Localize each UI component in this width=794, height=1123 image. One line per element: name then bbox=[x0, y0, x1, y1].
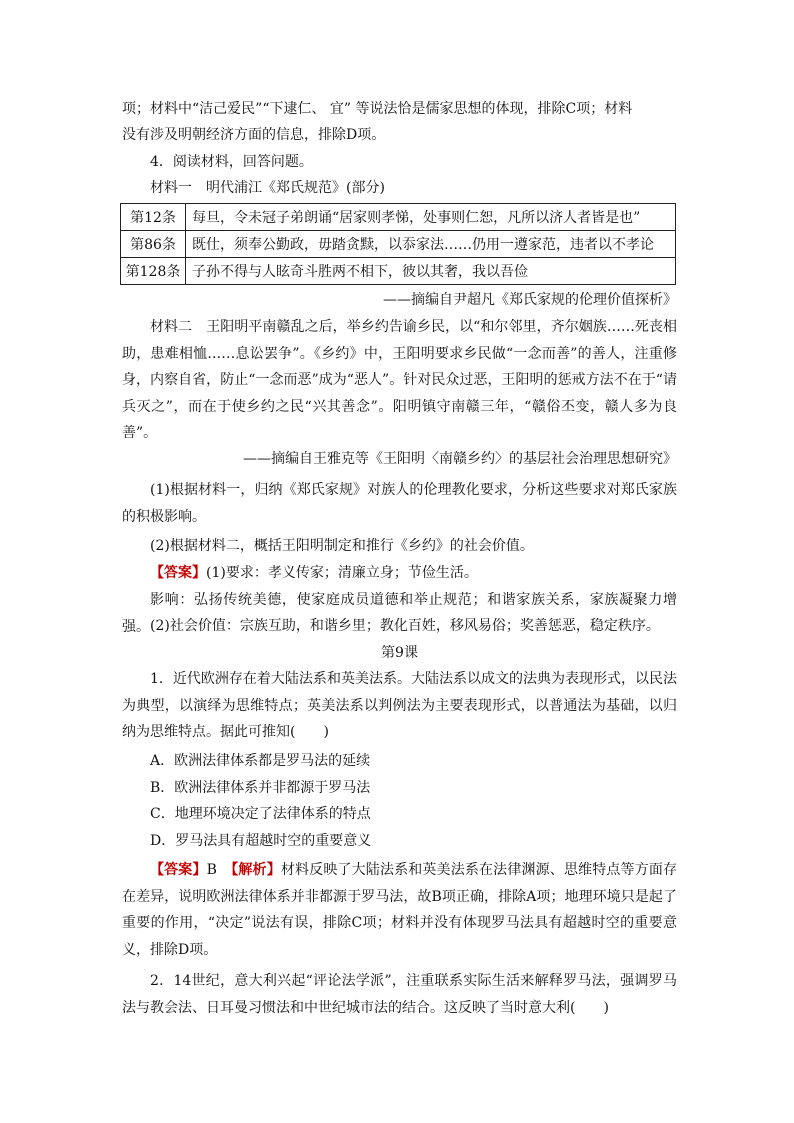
rule-text: 子孙不得与人眩奇斗胜两不相下，彼以其奢，我以吾俭 bbox=[186, 258, 676, 285]
rules-table bbox=[120, 203, 676, 285]
answer-1 bbox=[122, 857, 677, 963]
answer-tag: 【答案】 bbox=[150, 862, 207, 878]
material-1-source: ——摘编自尹超凡《郑氏家规的伦理价值探析》 bbox=[383, 292, 677, 308]
question-1-stem: 1．近代欧洲存在着大陆法系和英美法系。大陆法系以成文的法典为表现形式，以民法为典型，以演绎为思维特点；英美法系以判例法为主要表现形式，以普通法为基础，以归纳为思维特点。据此可推知( ) bbox=[122, 671, 677, 740]
question-4-part-2: (2)根据材料二，概括王阳明制定和推行《乡约》的社会价值。 bbox=[150, 538, 534, 554]
rule-text: 既仕，须奉公勤政，毋踏贪黩，以忝家法……仍用一遵家范，违者以不孝论 bbox=[186, 231, 676, 258]
answer-4-impact: 影响：弘扬传统美德，使家庭成员道德和举止规范；和谐家族关系，家族凝聚力增强。 bbox=[122, 592, 677, 635]
table-row bbox=[121, 258, 676, 285]
rule-number: 第12条 bbox=[121, 204, 186, 231]
rule-text: 每旦，令未冠子弟朗诵“居家则孝悌，处事则仁恕，凡所以济人者皆是也” bbox=[186, 204, 676, 231]
table-row bbox=[121, 231, 676, 258]
question-1-option-a: A．欧洲法律体系都是罗马法的延续 bbox=[150, 753, 371, 769]
answer-4-part-2: (2)社会价值：宗族互助，和谐乡里；教化百姓，移风易俗；奖善惩恶，稳定秩序。 bbox=[150, 618, 660, 634]
question-1-option-c: C．地理环境决定了法律体系的特点 bbox=[150, 806, 371, 822]
answer-tag: 【答案】 bbox=[150, 565, 206, 581]
rule-number: 第128条 bbox=[121, 258, 186, 285]
material-2-text: 材料二 王阳明平南赣乱之后，举乡约告谕乡民，以“和尔邻里，齐尔姻族……死丧相助，患难相恤……息讼罢争”。《乡约》中，王阳明要求乡民做“一念而善”的善人，注重修身，内察自省，防止“一念而恶”成为“恶人”。针对民众过恶，王阳明的惩戒方法不在于“请兵灭之”，而在于使乡约之民“兴其善念”。阳明镇守南赣三年，“赣俗丕变，赣人多为良善”。 bbox=[122, 319, 677, 441]
question-4-part-1: (1)根据材料一，归纳《郑氏家规》对族人的伦理教化要求，分析这些要求对郑氏家族的积极影响。 bbox=[122, 482, 677, 525]
question-1-option-b: B．欧洲法律体系并非都源于罗马法 bbox=[150, 780, 371, 796]
analysis-tag: 【解析】 bbox=[231, 862, 281, 878]
rule-number: 第86条 bbox=[121, 231, 186, 258]
answer-4-line-1 bbox=[122, 560, 677, 587]
material-2-source: ——摘编自王雅克等《王阳明〈南赣乡约〉的基层社会治理思想研究》 bbox=[243, 451, 677, 467]
material-1-title: 材料一 明代浦江《郑氏规范》(部分) bbox=[150, 180, 385, 196]
question-1-option-d: D．罗马法具有超越时空的重要意义 bbox=[150, 833, 372, 849]
answer-4-requirements: (1)要求：孝义传家；清廉立身；节俭生活。 bbox=[206, 565, 478, 581]
prev-answer-line-1: 项；材料中“洁己爱民”“下逮仁、 宜” 等说法恰是儒家思想的体现，排除C项；材料 bbox=[122, 101, 633, 117]
question-2-stem: 2．14世纪，意大利兴起“评论法学派”，注重联系实际生活来解释罗马法，强调罗马法与教会法、日耳曼习惯法和中世纪城市法的结合。这反映了当时意大利( ) bbox=[122, 973, 677, 1016]
answer-1-value: B bbox=[206, 862, 232, 878]
answer-1-analysis: 材料反映了大陆法系和英美法系在法律渊源、思维特点等方面存在差异，说明欧洲法律体系并非都源于罗马法，故B项正确，排除A项；地理环境只是起了重要的作用，“决定”说法有误，排除C项；材料并没有体现罗马法具有超越时空的重要意义，排除D项。 bbox=[122, 862, 678, 958]
question-4-stem: 4．阅读材料，回答问题。 bbox=[150, 154, 313, 170]
prev-answer-line-2: 没有涉及明朝经济方面的信息，排除D项。 bbox=[122, 127, 386, 143]
table-row bbox=[121, 204, 676, 231]
lesson-heading: 第9课 bbox=[381, 645, 418, 661]
